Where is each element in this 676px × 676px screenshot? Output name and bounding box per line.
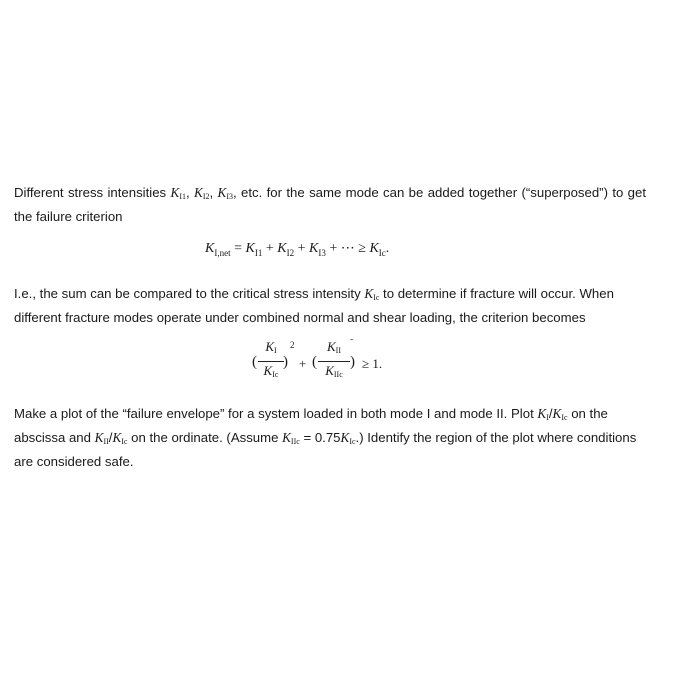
right-paren: ): [350, 354, 355, 370]
right-paren: ): [283, 354, 288, 370]
text: .) Identify the region of the plot where conditions are considered safe.: [14, 430, 637, 469]
left-paren: (: [312, 354, 317, 370]
inequality-rhs: ≥ 1.: [362, 356, 383, 371]
k-ic-ratio-den: KIc: [552, 406, 568, 422]
text: , etc. for the same mode can be added together (“superposed”) to get the failure criterion: [14, 185, 647, 224]
k-i2: KI2: [194, 185, 210, 201]
k-i-ratio-num: KI: [537, 406, 549, 422]
equation-superposition: $K_{I,net} = K_{I1} + K_{I2} + K_{I3}$ + ⋯ ≥ $K_{Ic}$.: [205, 241, 390, 258]
text: on the ordinate. (Assume: [127, 430, 283, 445]
equation-mixed-mode: [252, 338, 452, 386]
text: Make a plot of the “failure envelope” for a system loaded in both mode I and mode II. Plot: [14, 406, 538, 421]
k-ic-ratio-den: KIc: [112, 430, 128, 446]
text: on the abscissa and: [14, 406, 608, 445]
text: I.e., the sum can be compared to the critical stress intensity: [14, 286, 365, 301]
k-i1: KI1: [170, 185, 186, 201]
exponent-tilde: ˜: [350, 338, 354, 349]
k-iic: KIIc: [282, 430, 300, 446]
k-i3: KI3: [217, 185, 233, 201]
plus-sign: +: [299, 356, 307, 371]
text: to determine if fracture will occur. When different fracture modes operate under combined normal and shear loading, the criterion becomes: [14, 286, 614, 325]
text: Different stress intensities: [14, 185, 171, 200]
left-paren: (: [252, 354, 257, 370]
fraction-mode-ii: KII KIIc: [318, 340, 350, 382]
k-ii-ratio-num: KII: [94, 430, 109, 446]
k-ic: KIc: [364, 286, 380, 302]
k-ic: KIc: [340, 430, 356, 446]
fraction-mode-i: KI KIc: [258, 340, 284, 382]
paragraph-superposition: Different stress intensities KI1, KI2, KI3, etc. for the same mode can be added together (“superposed”) to get the failure criterion: [14, 185, 647, 224]
paragraph-task: Make a plot of the “failure envelope” for a system loaded in both mode I and mode II. Plot KI/KIc on the abscissa and KII/KIc on the ordinate. (Assume KIIc = 0.75KIc.) Identify the region of the plot where conditions are considered safe.: [14, 406, 637, 469]
exponent-2: 2: [290, 340, 295, 350]
paragraph-criterion: [14, 284, 646, 328]
